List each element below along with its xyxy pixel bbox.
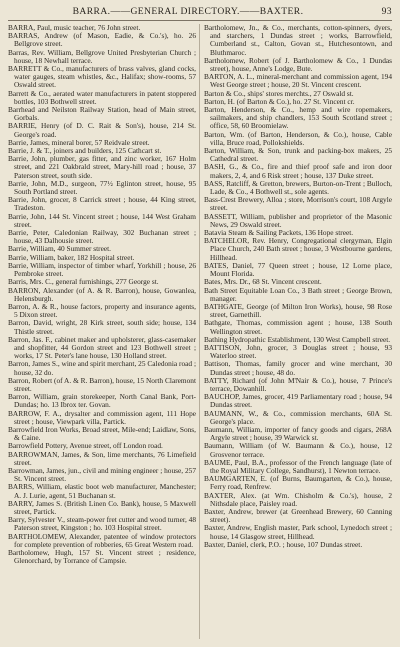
directory-entry: BAXTER, Alex. (at Wm. Chisholm & Co.'s), house, 2 Nithsdale place, Paisley road. (204, 490, 392, 508)
directory-entry: Barron, James S., wine and spirit merchant, 25 Caledonia road ; house, 32 do. (8, 359, 196, 377)
directory-entry: BATCHELOR, Rev. Henry, Congregational clergyman, Elgin Place Church, 240 Bath street ; house, 3 Westbourne gardens, Hillhead. (204, 236, 392, 262)
directory-entry: BARROW, F. A., drysalter and commission agent, 111 Hope street ; house, Viewpark villa, Partick. (8, 408, 196, 426)
directory-entry: BARROWMAN, James, & Son, lime merchants, 76 Limefield street. (8, 449, 196, 467)
right-column (204, 24, 392, 549)
directory-entry: Baxter, Andrew, brewer (at Greenhead Brewery, 60 Canning street). (204, 506, 392, 525)
left-column (8, 24, 196, 565)
directory-entry: Baxter, Andrew, English master, Park school, Lynedoch street ; house, 14 Glasgow street, Hillhead. (204, 523, 392, 541)
directory-entry: Barrie, John, grocer, 8 Carrick street ; house, 44 King street, Tradeston. (8, 195, 196, 213)
directory-entry: Baumann, William, importer of fancy goods and cigars, 268A Argyle street ; house, 39 Warwick st. (204, 424, 392, 443)
directory-entry: Barras, Rev. William, Bellgrove United Presbyterian Church ; house, 18 Newhall terrace. (8, 47, 196, 65)
directory-entry: Barrie, William, 40 Summer street. (8, 244, 111, 254)
directory-entry: Barron, A. & R., house factors, property and insurance agents, 5 Dixon street. (8, 301, 196, 320)
directory-entry: BATTY, Richard (of John M'Nair & Co.), house, 7 Prince's terrace, Dowanhill. (204, 375, 392, 393)
directory-entry: Bathgate, Thomas, commission agent ; house, 138 South Wellington street. (204, 318, 392, 336)
directory-entry: Barrowfield Iron Works, Broad street, Mile-end; Laidlaw, Sons, & Caine. (8, 424, 196, 443)
directory-entry: Barrie, William, inspector of timber wharf, Yorkhill ; house, 26 Pembroke street. (8, 260, 196, 279)
header-rule (8, 20, 392, 21)
directory-entry: BASS, Ratcliff, & Gretton, brewers, Burton-on-Trent ; Bulloch, Lade, & Co., 4 Bothwell st., sole agents. (204, 178, 392, 197)
directory-entry: Barron, William, grain storekeeper, North Canal Bank, Port-Dundas; ho. 13 Ibrox ter. Govan. (8, 392, 196, 410)
directory-entry: BARRIE, Henry (of D. C. Rait & Son's), house, 214 St. George's road. (8, 121, 196, 139)
directory-entry: BARRETT & Co., manufacturers of brass valves, gland cocks, water gauges, steam whistles, &c., Halifax; show-rooms, 57 Oswald street. (8, 64, 196, 90)
directory-entry: Battison, Thomas, family grocer and wine merchant, 30 Dundas street ; house, 48 do. (204, 359, 392, 377)
directory-entry: BAUMANN, W., & Co., commission merchants, 60A St. George's place. (204, 408, 392, 426)
directory-entry: BARRY, James S. (British Linen Co. Bank), house, 5 Maxwell street, Partick. (8, 498, 196, 516)
directory-entry: Barry, Sylvester V., steam-power fret cutter and wood turner, 48 Paterson street, Kingston ; ho. 103 Hospital street. (8, 515, 197, 533)
directory-entry: BARTON, A. L., mineral-merchant and commission agent, 194 West George street ; house, 20 St. Vincent crescent. (204, 72, 392, 90)
directory-entry: Baxter, Daniel, clerk, P.O. ; house, 107 Dundas street. (204, 539, 363, 549)
directory-entry: Barrowman, James, jun., civil and mining engineer ; house, 257 St. Vincent street. (8, 465, 196, 484)
directory-entry: BATTISON, John, grocer, 3 Douglas street ; house, 93 Waterloo street. (204, 342, 392, 361)
directory-entry: Barrie, John, plumber, gas fitter, and zinc worker, 167 Holm street, and 221 Oakbrald street, Mary-hill road ; house, 37 Paterson street, south side. (8, 154, 196, 180)
directory-entry: BARRS, William, elastic boot web manufacturer, Manchester; A. J. Lurie, agent, 51 Buchanan st. (8, 482, 196, 500)
directory-entry: BATES, Daniel, 77 Queen street ; house, 12 Lorne place, Mount Florida. (204, 260, 392, 279)
directory-entry: BAUCHOP, James, grocer, 419 Parliamentary road ; house, 94 Dundas street. (204, 392, 392, 410)
directory-entry: Bartholomew, Jn., & Co., merchants, cotton-spinners, dyers, and starchers, 1 Dundas street ; works, Barrowfield, Cumberland st., Calton, Govan st., Hutchesontown, and Bluthmaroc. (204, 23, 392, 57)
column-divider (199, 24, 200, 639)
directory-entry: Barrie, John, M.D., surgeon, 77½ Eglinton street, house, 95 South Portland street. (8, 178, 196, 197)
directory-entry: Barton, Henderson, & Co., hemp and wire ropemakers, sailmakers, and ship chandlers, 153 South Scotland street ; office, 58, 60 Broomielaw. (204, 105, 392, 131)
directory-entry: Barrie, Peter, Caledonian Railway, 302 Buchanan street ; house, 43 Dalhousie street. (8, 228, 196, 246)
directory-entry: BASSETT, William, publisher and proprietor of the Masonic News, 29 Oswald street. (204, 211, 392, 229)
directory-entry: BATHGATE, George (of Milton Iron Works), house, 98 Rose street, Garnethill. (204, 301, 392, 320)
directory-entry: Barton, William, & Son, trunk and packing-box makers, 25 Cathedral street. (204, 146, 392, 164)
directory-entry: BAUME, Paul, B.A., professor of the French language (late of the Royal Military College, Sandhurst), 1 Newton terrace. (204, 457, 392, 475)
directory-entry: BAUMGARTEN, E. (of Burns, Baumgarten, & Co.), house, Ferry road, Renfrew. (204, 474, 392, 492)
page-header (8, 6, 392, 20)
directory-entry: Bates, Mrs. Dr., 68 St. Vincent crescent. (204, 277, 322, 287)
directory-entry: Bartholomew, Hugh, 157 St. Vincent street ; residence, Glenorchard, by Torrance of Campsie. (8, 548, 196, 566)
directory-entry: Barrhead and Neilston Railway Station, head of Main street, Gorbals. (8, 105, 196, 123)
directory-entry: Barron, Robert (of A. & R. Barron), house, 15 North Claremont street. (8, 375, 196, 393)
directory-entry: Barrie, James, mineral borer, 57 Reidvale street. (8, 137, 150, 147)
directory-entry: Batavia Steam & Sailing Packets, 136 Hope street. (204, 228, 354, 238)
directory-entry: Barrett & Co., aerated water manufacturers in patent stoppered bottles, 103 Bothwell street. (8, 88, 196, 106)
directory-entry: Barton, Wm. (of Barton, Henderson, & Co.), house, Cable villa, Bruce road, Pollokshields. (204, 129, 392, 147)
directory-entry: Bass-Crest Brewery, Alloa ; store, Morrison's court, 108 Argyle street. (204, 195, 392, 213)
directory-entry: Barrie, John, 144 St. Vincent street ; house, 144 West Graham street. (8, 211, 196, 229)
directory-entry: Barris, Mrs. C., general furnishings, 277 George st. (8, 277, 159, 287)
directory-entry: Barrie, William, baker, 182 Hospital street. (8, 252, 135, 262)
directory-entry: Barrie, J. & T., joiners and builders, 125 Cathcart st. (8, 146, 162, 156)
page-number: 93 (381, 6, 392, 17)
directory-entry: Bath Street Equitable Loan Co., 3 Bath street ; George Brown, manager. (204, 285, 392, 303)
directory-entry: BARRAS, Andrew (of Mason, Eadie, & Co.'s), ho. 26 Bellgrove street. (8, 31, 196, 49)
directory-entry: Barton & Co., ships' stores merchts., 27 Oswald st. (204, 88, 354, 98)
directory-entry: BARRON, Alexander (of A. & R. Barron), house, Gowanlea, Helensburgh. (8, 285, 196, 303)
running-title: BARRA.——GENERAL DIRECTORY.——BAXTER. (72, 6, 304, 17)
directory-entry: Barron, David, wright, 28 Kirk street, south side; house, 134 Thistle street. (8, 318, 196, 336)
directory-entry: BARRA, Paul, music teacher, 76 John street. (8, 23, 141, 32)
directory-entry: Baumann, William (of W. Baumann & Co.), house, 12 Grosvenor terrace. (204, 441, 392, 459)
directory-entry: BASH, G., & Co., fire and thief proof safe and iron door makers, 2, 4, and 6 Risk street ; house, 137 Duke street. (204, 162, 392, 180)
directory-entry: Bartholomew, Robert (of J. Bartholomew & Co., 1 Dundas street), house, Anne's Lodge, Bute. (204, 55, 392, 74)
directory-entry: Barron, Jas. F., cabinet maker and upholsterer, glass-casemaker and shopfitter, 44 Gordon street and 123 Bothwell street ; works, 17 St. Peter's lane house, 130 Holland street. (8, 334, 196, 361)
directory-entry: Barrowfield Pottery, Avenue street, off London road. (8, 441, 163, 451)
directory-entry: BARTHOLOMEW, Alexander, patentee of window protectors for complete prevention of robberies, 65 Great Western road. (8, 531, 196, 549)
directory-entry: Barton, H. (of Barton & Co.), ho. 27 St. Vincent cr. (204, 96, 355, 106)
directory-entry: Bathing Hydropathic Establishment, 130 West Campbell street. (204, 334, 391, 344)
